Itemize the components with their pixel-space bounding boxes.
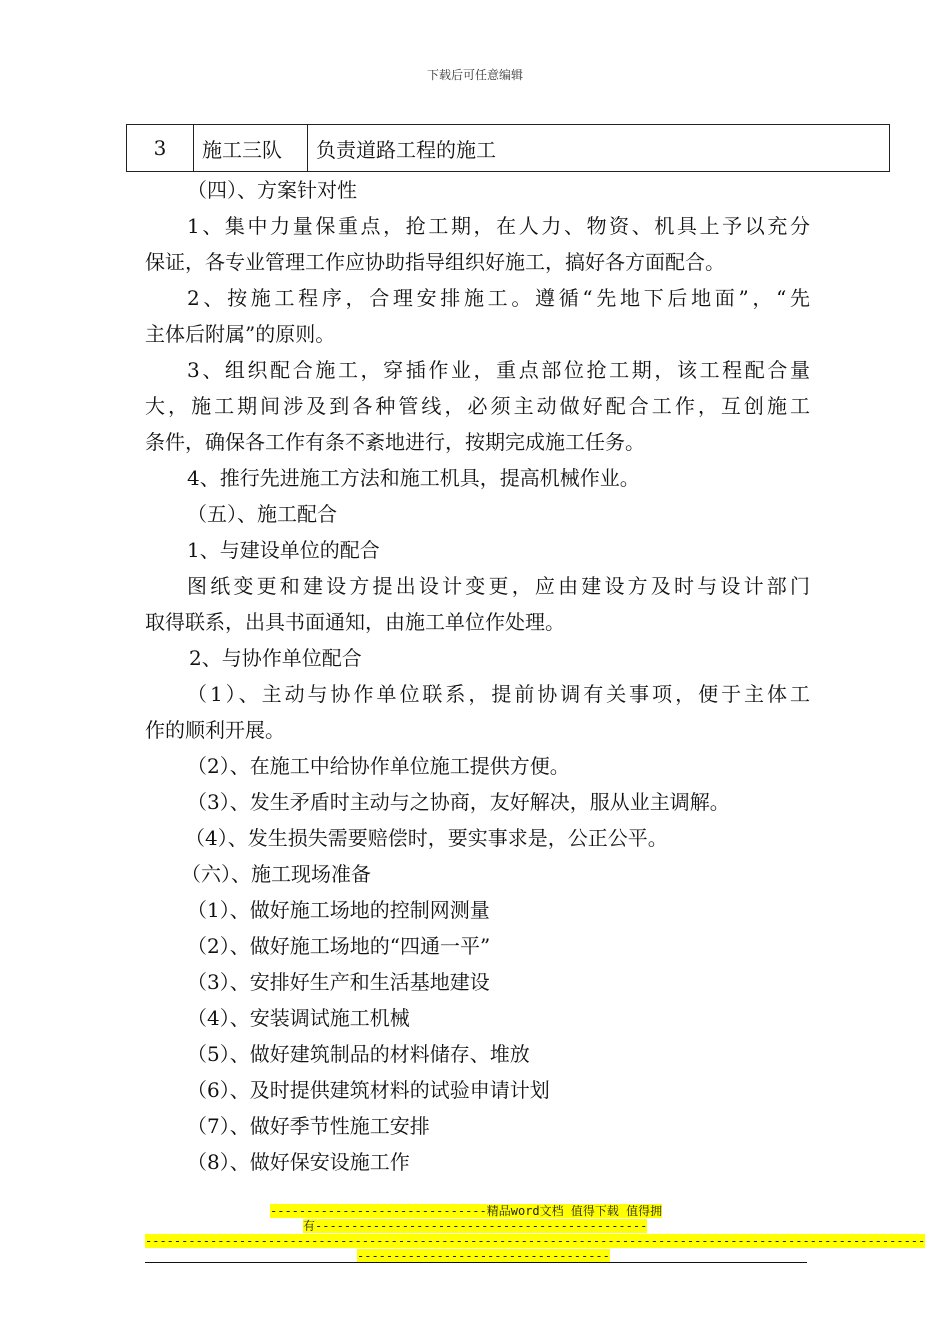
team-number-cell: 3 <box>127 125 194 172</box>
paragraph-line: 条件，确保各工作有条不紊地进行，按期完成施工任务。 <box>145 430 645 454</box>
list-item: （4）、安装调试施工机械 <box>187 1006 410 1030</box>
footer-line: 有---------------------------------------------- <box>303 1219 648 1233</box>
footer-line: ------------------------------------------------------------------------------------------------------------ <box>145 1234 926 1248</box>
list-item: （1）、做好施工场地的控制网测量 <box>187 898 490 922</box>
list-item: （5）、做好建筑制品的材料储存、堆放 <box>187 1042 530 1066</box>
footer-line: ----------------------------------- <box>357 1249 610 1263</box>
page-header: 下载后可任意编辑 <box>426 68 523 82</box>
heading-section-4: （四）、方案针对性 <box>187 178 357 202</box>
footer-rule <box>145 1262 807 1263</box>
list-item: （2）、做好施工场地的“四通一平” <box>187 934 491 958</box>
team-name-cell: 施工三队 <box>194 125 308 172</box>
list-item: （7）、做好季节性施工安排 <box>187 1114 430 1138</box>
team-duty-cell: 负责道路工程的施工 <box>308 125 890 172</box>
list-item: （3）、安排好生产和生活基地建设 <box>187 970 490 994</box>
list-item: （6）、及时提供建筑材料的试验申请计划 <box>187 1078 550 1102</box>
list-item: （4）、发生损失需要赔偿时，要实事求是，公正公平。 <box>185 826 668 850</box>
paragraph-line: 3、组织配合施工，穿插作业，重点部位抢工期，该工程配合量 <box>187 358 810 382</box>
footer-line: ------------------------------精品word文档 值得下载 值得拥 <box>270 1204 663 1218</box>
list-item: （2）、在施工中给协作单位施工提供方便。 <box>187 754 570 778</box>
paragraph-line: 4、推行先进施工方法和施工机具，提高机械作业。 <box>187 466 640 490</box>
paragraph-line: （1）、主动与协作单位联系，提前协调有关事项，便于主体工 <box>187 682 810 706</box>
list-item: （8）、做好保安设施工作 <box>187 1150 410 1174</box>
table-row <box>127 125 890 172</box>
paragraph-line: 1、集中力量保重点，抢工期，在人力、物资、机具上予以充分 <box>187 214 810 238</box>
paragraph-line: 作的顺利开展。 <box>145 718 285 742</box>
list-item: （3）、发生矛盾时主动与之协商，友好解决，服从业主调解。 <box>187 790 730 814</box>
team-table <box>126 124 890 172</box>
subheading: 2、与协作单位配合 <box>189 646 362 670</box>
paragraph-line: 主体后附属”的原则。 <box>145 322 336 346</box>
subheading: 1、与建设单位的配合 <box>187 538 380 562</box>
paragraph-line: 2、按施工程序，合理安排施工。遵循“先地下后地面”，“先 <box>187 286 810 310</box>
paragraph-line: 取得联系，出具书面通知，由施工单位作处理。 <box>145 610 565 634</box>
heading-section-5: （五）、施工配合 <box>187 502 337 526</box>
paragraph-line: 保证，各专业管理工作应协助指导组织好施工，搞好各方面配合。 <box>145 250 725 274</box>
page-footer <box>145 1204 926 1264</box>
paragraph-line: 大，施工期间涉及到各种管线，必须主动做好配合工作，互创施工 <box>145 394 810 418</box>
heading-section-6: （六）、施工现场准备 <box>181 862 371 886</box>
document-body <box>145 172 810 1180</box>
paragraph-line: 图纸变更和建设方提出设计变更，应由建设方及时与设计部门 <box>187 574 810 598</box>
